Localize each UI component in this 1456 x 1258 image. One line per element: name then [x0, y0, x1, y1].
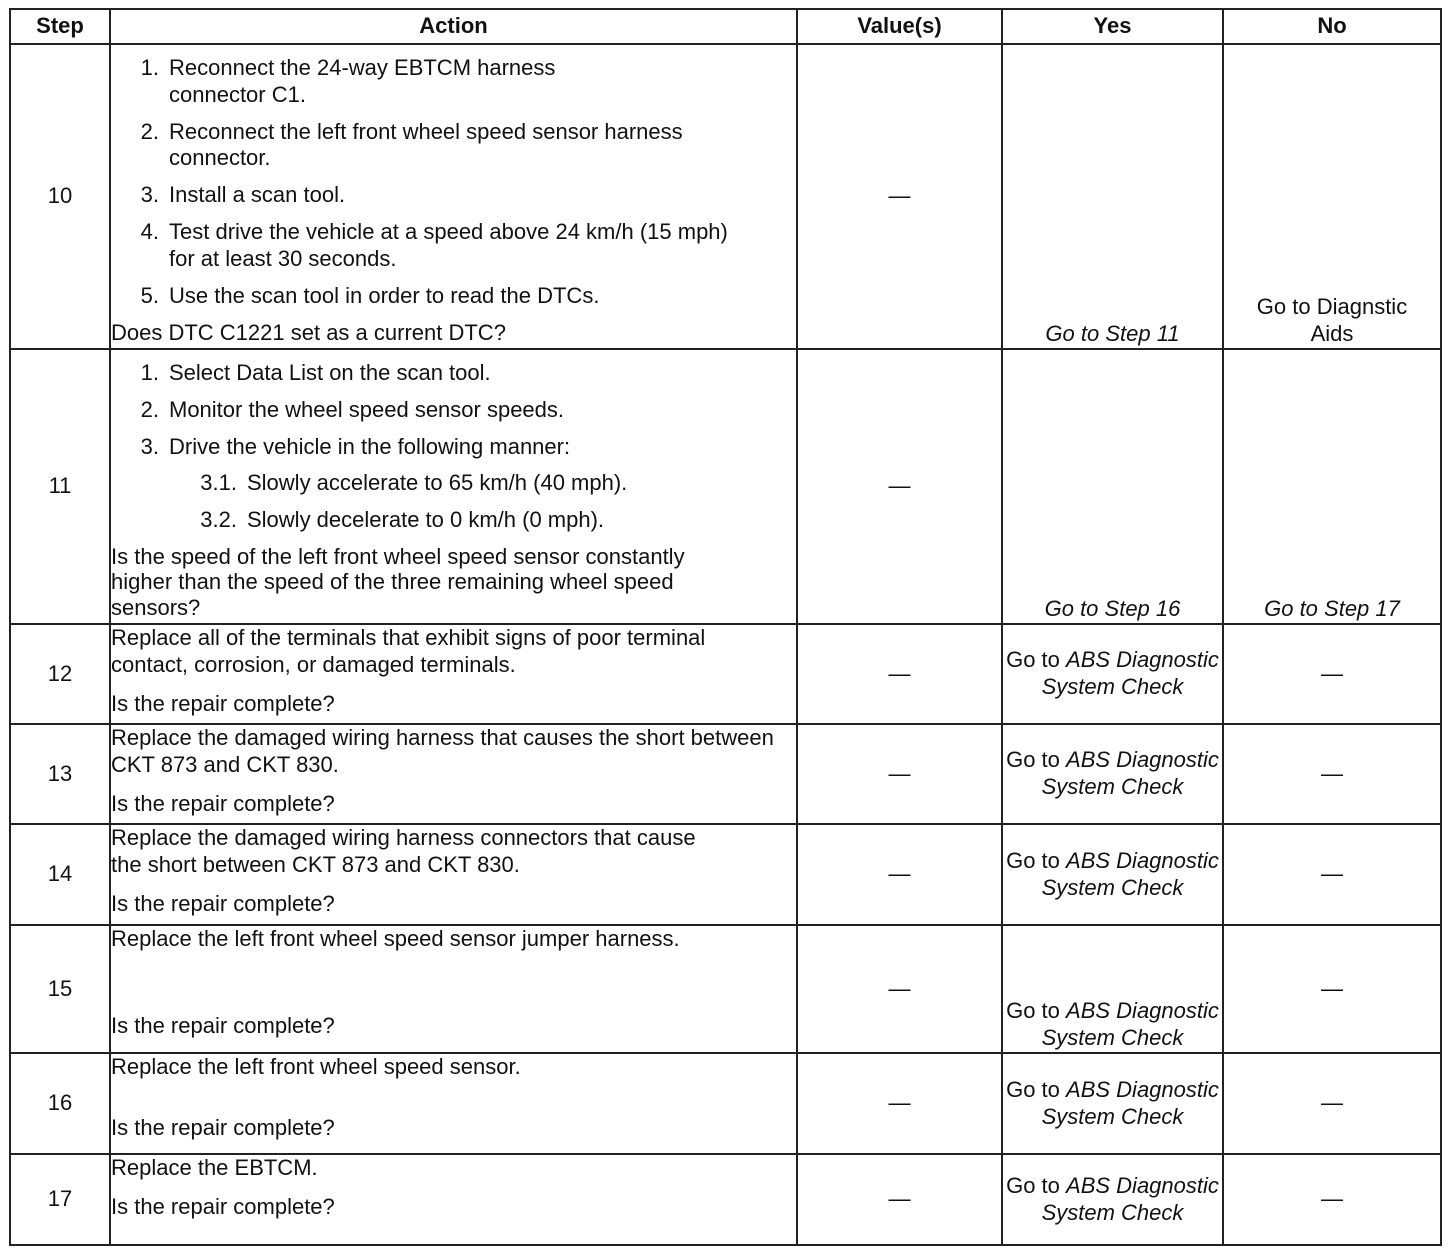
- no-value: —: [1223, 1053, 1441, 1154]
- table-row: [10, 925, 1441, 1053]
- table-row: [10, 1053, 1441, 1154]
- step-number: 11: [10, 349, 110, 624]
- question-text: Is the repair complete?: [111, 1012, 335, 1038]
- value-cell: —: [797, 349, 1002, 624]
- table-row: [10, 1154, 1441, 1245]
- list-item: 3. Install a scan tool.: [140, 182, 346, 208]
- question-text: Is the repair complete?: [111, 790, 335, 816]
- yes-link[interactable]: Go to ABS Diagnostic System Check: [1002, 624, 1223, 724]
- action-cell: [110, 1053, 797, 1154]
- yes-link[interactable]: Go to ABS Diagnostic System Check: [1002, 925, 1223, 1053]
- no-value: —: [1223, 724, 1441, 824]
- question-text: Is the repair complete?: [111, 1193, 335, 1219]
- list-item: 1. Reconnect the 24-way EBTCM harness connector C1.: [140, 55, 556, 107]
- step-number: 15: [10, 925, 110, 1053]
- action-text: Replace the damaged wiring harness connectors that cause the short between CKT 873 and CKT 830.: [111, 825, 696, 877]
- question-text: Does DTC C1221 set as a current DTC?: [111, 319, 506, 345]
- list-item: 5. Use the scan tool in order to read the DTCs.: [140, 282, 600, 308]
- action-cell: [110, 349, 797, 624]
- step-number: 12: [10, 624, 110, 724]
- table-row: [10, 724, 1441, 824]
- action-text: Replace the damaged wiring harness that causes the short between CKT 873 and CKT 830.: [111, 725, 774, 777]
- yes-link[interactable]: Go to Step 16: [1002, 349, 1223, 624]
- value-cell: —: [797, 1154, 1002, 1245]
- list-item: 4. Test drive the vehicle at a speed above 24 km/h (15 mph) for at least 30 seconds.: [140, 219, 728, 271]
- list-item: 3. Drive the vehicle in the following manner:: [140, 433, 571, 459]
- table-row: [10, 824, 1441, 925]
- action-text: Replace the left front wheel speed sensor jumper harness.: [111, 926, 680, 951]
- no-value: —: [1223, 1154, 1441, 1245]
- value-cell: —: [797, 925, 1002, 1053]
- table-row: [10, 349, 1441, 624]
- no-link[interactable]: Go to Diagnstic Aids: [1223, 44, 1441, 349]
- diagnostic-table: [9, 8, 1442, 1246]
- yes-link[interactable]: Go to ABS Diagnostic System Check: [1002, 1053, 1223, 1154]
- list-item: 2. Monitor the wheel speed sensor speeds.: [140, 396, 565, 422]
- action-steps: [111, 360, 796, 534]
- no-value: —: [1223, 624, 1441, 724]
- question-text: Is the repair complete?: [111, 1114, 335, 1140]
- list-item: 1. Select Data List on the scan tool.: [140, 360, 491, 385]
- no-value: —: [1223, 925, 1441, 1053]
- yes-link[interactable]: Go to ABS Diagnostic System Check: [1002, 824, 1223, 925]
- question-text: Is the repair complete?: [111, 690, 335, 716]
- header-row: [10, 9, 1441, 44]
- step-number: 13: [10, 724, 110, 824]
- step-number: 16: [10, 1053, 110, 1154]
- question-text: Is the speed of the left front wheel speed sensor constantly higher than the speed of the three remaining wheel speed sensors?: [111, 544, 685, 620]
- action-text: Replace the EBTCM.: [111, 1155, 318, 1180]
- table-row: [10, 44, 1441, 349]
- action-cell: [110, 1154, 797, 1245]
- action-cell: [110, 925, 797, 1053]
- yes-link[interactable]: Go to ABS Diagnostic System Check: [1002, 1154, 1223, 1245]
- step-number: 14: [10, 824, 110, 925]
- step-number: 10: [10, 44, 110, 349]
- header-yes: Yes: [1002, 9, 1223, 44]
- no-value: —: [1223, 824, 1441, 925]
- header-no: No: [1223, 9, 1441, 44]
- value-cell: —: [797, 44, 1002, 349]
- header-step: Step: [10, 9, 110, 44]
- value-cell: —: [797, 624, 1002, 724]
- list-item: 2. Reconnect the left front wheel speed sensor harness connector.: [140, 118, 683, 171]
- action-cell: [110, 824, 797, 925]
- action-steps: [111, 55, 796, 310]
- action-cell: [110, 44, 797, 349]
- value-cell: —: [797, 724, 1002, 824]
- yes-link[interactable]: Go to Step 11: [1002, 44, 1223, 349]
- list-item: 3.1. Slowly accelerate to 65 km/h (40 mph).: [200, 470, 628, 496]
- action-cell: [110, 624, 797, 724]
- step-number: 17: [10, 1154, 110, 1245]
- value-cell: —: [797, 824, 1002, 925]
- no-link[interactable]: Go to Step 17: [1223, 349, 1441, 624]
- question-text: Is the repair complete?: [111, 890, 335, 916]
- action-text: Replace all of the terminals that exhibit signs of poor terminal contact, corrosion, or damaged terminals.: [111, 625, 706, 677]
- action-text: Replace the left front wheel speed sensor.: [111, 1054, 521, 1079]
- action-cell: [110, 724, 797, 824]
- header-action: Action: [110, 9, 797, 44]
- header-values: Value(s): [797, 9, 1002, 44]
- value-cell: —: [797, 1053, 1002, 1154]
- list-item: 3.2. Slowly decelerate to 0 km/h (0 mph).: [200, 507, 605, 533]
- yes-link[interactable]: Go to ABS Diagnostic System Check: [1002, 724, 1223, 824]
- table-row: [10, 624, 1441, 724]
